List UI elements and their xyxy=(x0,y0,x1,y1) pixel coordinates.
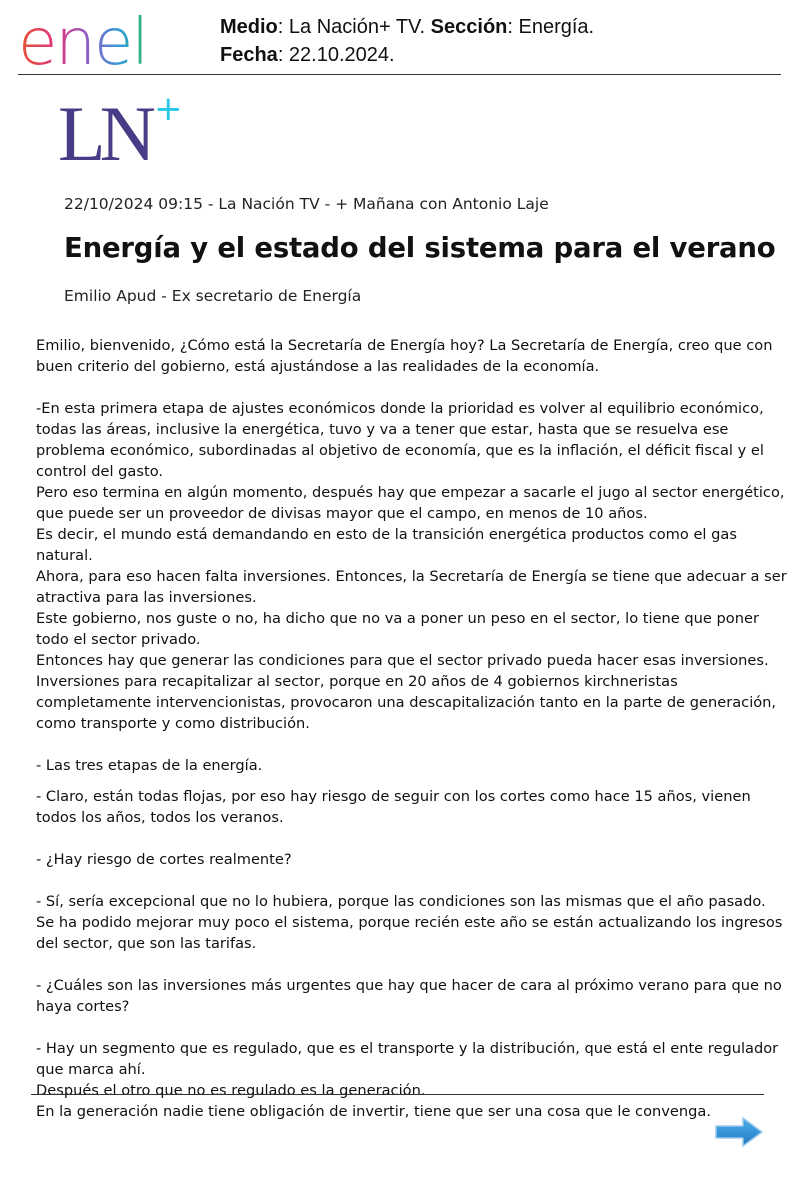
meta-line-2 xyxy=(220,41,594,69)
paragraph: Entonces hay que generar las condiciones para que el sector privado pueda hacer esas inversiones. xyxy=(36,652,769,669)
ln-logo-plus: + xyxy=(154,89,183,129)
footer-divider xyxy=(31,1094,764,1095)
article-body xyxy=(36,335,792,1122)
fecha-value: : 22.10.2024. xyxy=(277,44,395,66)
paragraph: Es decir, el mundo está demandando en esto de la transición energética productos como el gas natural. xyxy=(36,526,737,564)
meta-line-1 xyxy=(220,13,594,41)
medio-label: Medio xyxy=(220,16,278,38)
seccion-value: : Energía. xyxy=(507,16,595,38)
paragraph: - ¿Cuáles son las inversiones más urgentes que hay que hacer de cara al próximo verano para que no haya cortes? xyxy=(36,977,782,1015)
ln-plus-logo xyxy=(58,88,184,166)
clipping-meta xyxy=(220,13,594,69)
fecha-label: Fecha xyxy=(220,44,278,66)
arrow-shape xyxy=(716,1118,762,1146)
article-dateline: 22/10/2024 09:15 - La Nación TV - + Mañana con Antonio Laje xyxy=(64,195,549,213)
paragraph: Se ha podido mejorar muy poco el sistema, porque recién este año se están actualizando los ingresos del sector, que son las tarifas. xyxy=(36,914,783,952)
seccion-label: Sección xyxy=(430,16,508,38)
paragraph: Pero eso termina en algún momento, después hay que empezar a sacarle el jugo al sector energético, que puede ser un proveedor de divisas mayor que el campo, en menos de 10 años. xyxy=(36,484,785,522)
paragraph: En la generación nadie tiene obligación de invertir, tiene que ser una cosa que le convenga. xyxy=(36,1103,711,1120)
article-byline: Emilio Apud - Ex secretario de Energía xyxy=(64,287,362,305)
paragraph: - ¿Hay riesgo de cortes realmente? xyxy=(36,851,292,868)
paragraph: Después el otro que no es regulado es la generación. xyxy=(36,1082,426,1099)
ln-logo-text: LN xyxy=(58,90,150,166)
clipping-header xyxy=(0,0,800,80)
header-divider xyxy=(18,74,781,75)
medio-value: : La Nación+ TV. xyxy=(277,16,431,38)
enel-logo-text: enel xyxy=(18,6,148,72)
paragraph: Inversiones para recapitalizar al sector, porque en 20 años de 4 gobiernos kirchneristas completamente intervencionistas, provocaron una descapitalización tanto en la parte de generación, como transporte y como distribución. xyxy=(36,673,777,732)
paragraph: - Las tres etapas de la energía. xyxy=(36,757,263,774)
paragraph: Emilio, bienvenido, ¿Cómo está la Secretaría de Energía hoy? La Secretaría de Energía, creo que con buen criterio del gobierno, está ajustándose a las realidades de la economía. xyxy=(36,337,773,375)
article-title: Energía y el estado del sistema para el verano xyxy=(64,232,776,264)
paragraph: - Claro, están todas flojas, por eso hay riesgo de seguir con los cortes como hace 15 años, vienen todos los años, todos los veranos. xyxy=(36,788,751,826)
right-arrow-icon[interactable] xyxy=(713,1115,765,1149)
paragraph: Ahora, para eso hacen falta inversiones. Entonces, la Secretaría de Energía se tiene que adecuar a ser atractiva para las inversiones. xyxy=(36,568,787,606)
paragraph: -En esta primera etapa de ajustes económicos donde la prioridad es volver al equilibrio económico, todas las áreas, inclusive la energética, tuvo y va a tener que estar, hasta que se resuelva ese problema económico, subordinadas al objetivo de economía, que es la inflación, el déficit fiscal y el control del gasto. xyxy=(36,400,764,480)
paragraph: - Sí, sería excepcional que no lo hubiera, porque las condiciones son las mismas que el año pasado. xyxy=(36,893,766,910)
enel-logo xyxy=(18,6,190,72)
paragraph: Este gobierno, nos guste o no, ha dicho que no va a poner un peso en el sector, lo tiene que poner todo el sector privado. xyxy=(36,610,759,648)
paragraph: - Hay un segmento que es regulado, que es el transporte y la distribución, que está el ente regulador que marca ahí. xyxy=(36,1040,779,1078)
